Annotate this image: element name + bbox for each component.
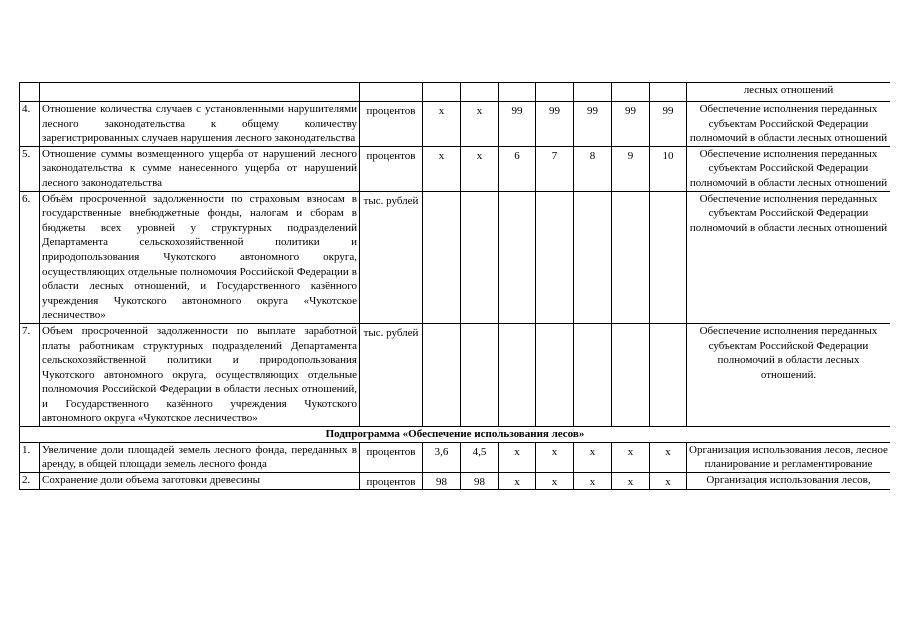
cell-value — [574, 83, 612, 102]
cell-value — [650, 83, 687, 102]
cell-value: 98 — [461, 472, 499, 490]
cell-value — [612, 323, 650, 426]
cell-value: 99 — [499, 102, 536, 147]
cell-value: 10 — [650, 146, 687, 191]
cell-value: 8 — [574, 146, 612, 191]
cell-value: x — [612, 472, 650, 490]
cell-value: 99 — [574, 102, 612, 147]
cell-unit: процентов — [360, 102, 423, 147]
cell-value — [574, 191, 612, 323]
cell-value — [612, 83, 650, 102]
cell-value: x — [423, 146, 461, 191]
cell-value: x — [461, 146, 499, 191]
cell-unit — [360, 83, 423, 102]
cell-num: 6. — [20, 191, 40, 323]
indicators-table — [19, 82, 890, 490]
cell-value: 7 — [536, 146, 574, 191]
cell-value: 6 — [499, 146, 536, 191]
cell-unit: тыс. рублей — [360, 191, 423, 323]
cell-value — [499, 191, 536, 323]
cell-value — [650, 323, 687, 426]
subprogram-header-row — [20, 427, 891, 443]
cell-value: 99 — [650, 102, 687, 147]
cell-value — [499, 83, 536, 102]
cell-value — [536, 83, 574, 102]
cell-note: Организация использования лесов, лесное планирование и регламентирование — [687, 442, 891, 472]
cell-value — [461, 191, 499, 323]
subprogram-title: Подпрограмма «Обеспечение использования лесов» — [20, 427, 891, 443]
cell-name: Отношение количества случаев с установленными нарушителями лесного законодательства к общему количеству зарегистрированных случаев нарушения лесного законодательства — [40, 102, 360, 147]
cell-value — [423, 83, 461, 102]
table-row — [20, 191, 891, 323]
cell-value: x — [650, 442, 687, 472]
cell-value: x — [461, 102, 499, 147]
cell-value: x — [650, 472, 687, 490]
table-row — [20, 472, 891, 490]
table-row — [20, 323, 891, 426]
cell-value — [423, 323, 461, 426]
document-page — [19, 82, 890, 640]
cell-unit: тыс. рублей — [360, 323, 423, 426]
cell-unit: процентов — [360, 146, 423, 191]
cell-value: x — [574, 472, 612, 490]
cell-name: Сохранение доли объема заготовки древесины — [40, 472, 360, 490]
cell-value — [423, 191, 461, 323]
cell-value — [536, 191, 574, 323]
cell-value — [461, 323, 499, 426]
table-row — [20, 146, 891, 191]
cell-value: x — [499, 442, 536, 472]
cell-value: 4,5 — [461, 442, 499, 472]
cell-value — [499, 323, 536, 426]
cell-note: Обеспечение исполнения переданных субъектам Российской Федерации полномочий в области лесных отношений — [687, 102, 891, 147]
continued-row — [20, 83, 891, 102]
cell-num: 7. — [20, 323, 40, 426]
cell-value: 9 — [612, 146, 650, 191]
cell-note: Организация использования лесов, — [687, 472, 891, 490]
cell-value: x — [499, 472, 536, 490]
cell-value — [461, 83, 499, 102]
cell-unit: процентов — [360, 472, 423, 490]
cell-value: x — [574, 442, 612, 472]
cell-name — [40, 83, 360, 102]
cell-name: Увеличение доли площадей земель лесного фонда, переданных в аренду, в общей площади земель лесного фонда — [40, 442, 360, 472]
cell-name: Объем просроченной задолженности по выплате заработной платы работникам структурных подразделений Департамента сельскохозяйственной политики и природопользования Чукотского автономного округа, осуществляющих отдельные полномочия Российской Федерации в области лесных отношений, и Государственного казённого учреждения Чукотского автономного округа «Чукотское лесничество» — [40, 323, 360, 426]
cell-name: Отношение суммы возмещенного ущерба от нарушений лесного законодательства к сумме нанесенного ущерба от нарушений лесного законодательства — [40, 146, 360, 191]
cell-note: Обеспечение исполнения переданных субъектам Российской Федерации полномочий в области лесных отношений — [687, 191, 891, 323]
cell-num: 1. — [20, 442, 40, 472]
cell-value — [612, 191, 650, 323]
cell-num: 2. — [20, 472, 40, 490]
cell-name: Объём просроченной задолженности по страховым взносам в государственные внебюджетные фонды, налогам и сборам в бюджеты всех уровней у структурных подразделений Департамента сельскохозяйственной политики и природопользования Чукотского автономного округа, осуществляющих отдельные полномочия Российской Федерации в области лесных отношений, и Государственного казённого учреждения Чукотского автономного округа «Чукотское лесничество» — [40, 191, 360, 323]
cell-note: лесных отношений — [687, 83, 891, 102]
cell-value — [650, 191, 687, 323]
cell-value: 99 — [536, 102, 574, 147]
cell-num: 4. — [20, 102, 40, 147]
cell-value — [574, 323, 612, 426]
cell-value: 3,6 — [423, 442, 461, 472]
cell-value: 98 — [423, 472, 461, 490]
cell-value: 99 — [612, 102, 650, 147]
cell-num — [20, 83, 40, 102]
table-row — [20, 102, 891, 147]
table-row — [20, 442, 891, 472]
cell-value: x — [536, 442, 574, 472]
cell-value: x — [423, 102, 461, 147]
cell-value: x — [612, 442, 650, 472]
cell-num: 5. — [20, 146, 40, 191]
cell-note: Обеспечение исполнения переданных субъектам Российской Федерации полномочий в области лесных отношений. — [687, 323, 891, 426]
cell-note: Обеспечение исполнения переданных субъектам Российской Федерации полномочий в области лесных отношений — [687, 146, 891, 191]
cell-value — [536, 323, 574, 426]
cell-unit: процентов — [360, 442, 423, 472]
cell-value: x — [536, 472, 574, 490]
